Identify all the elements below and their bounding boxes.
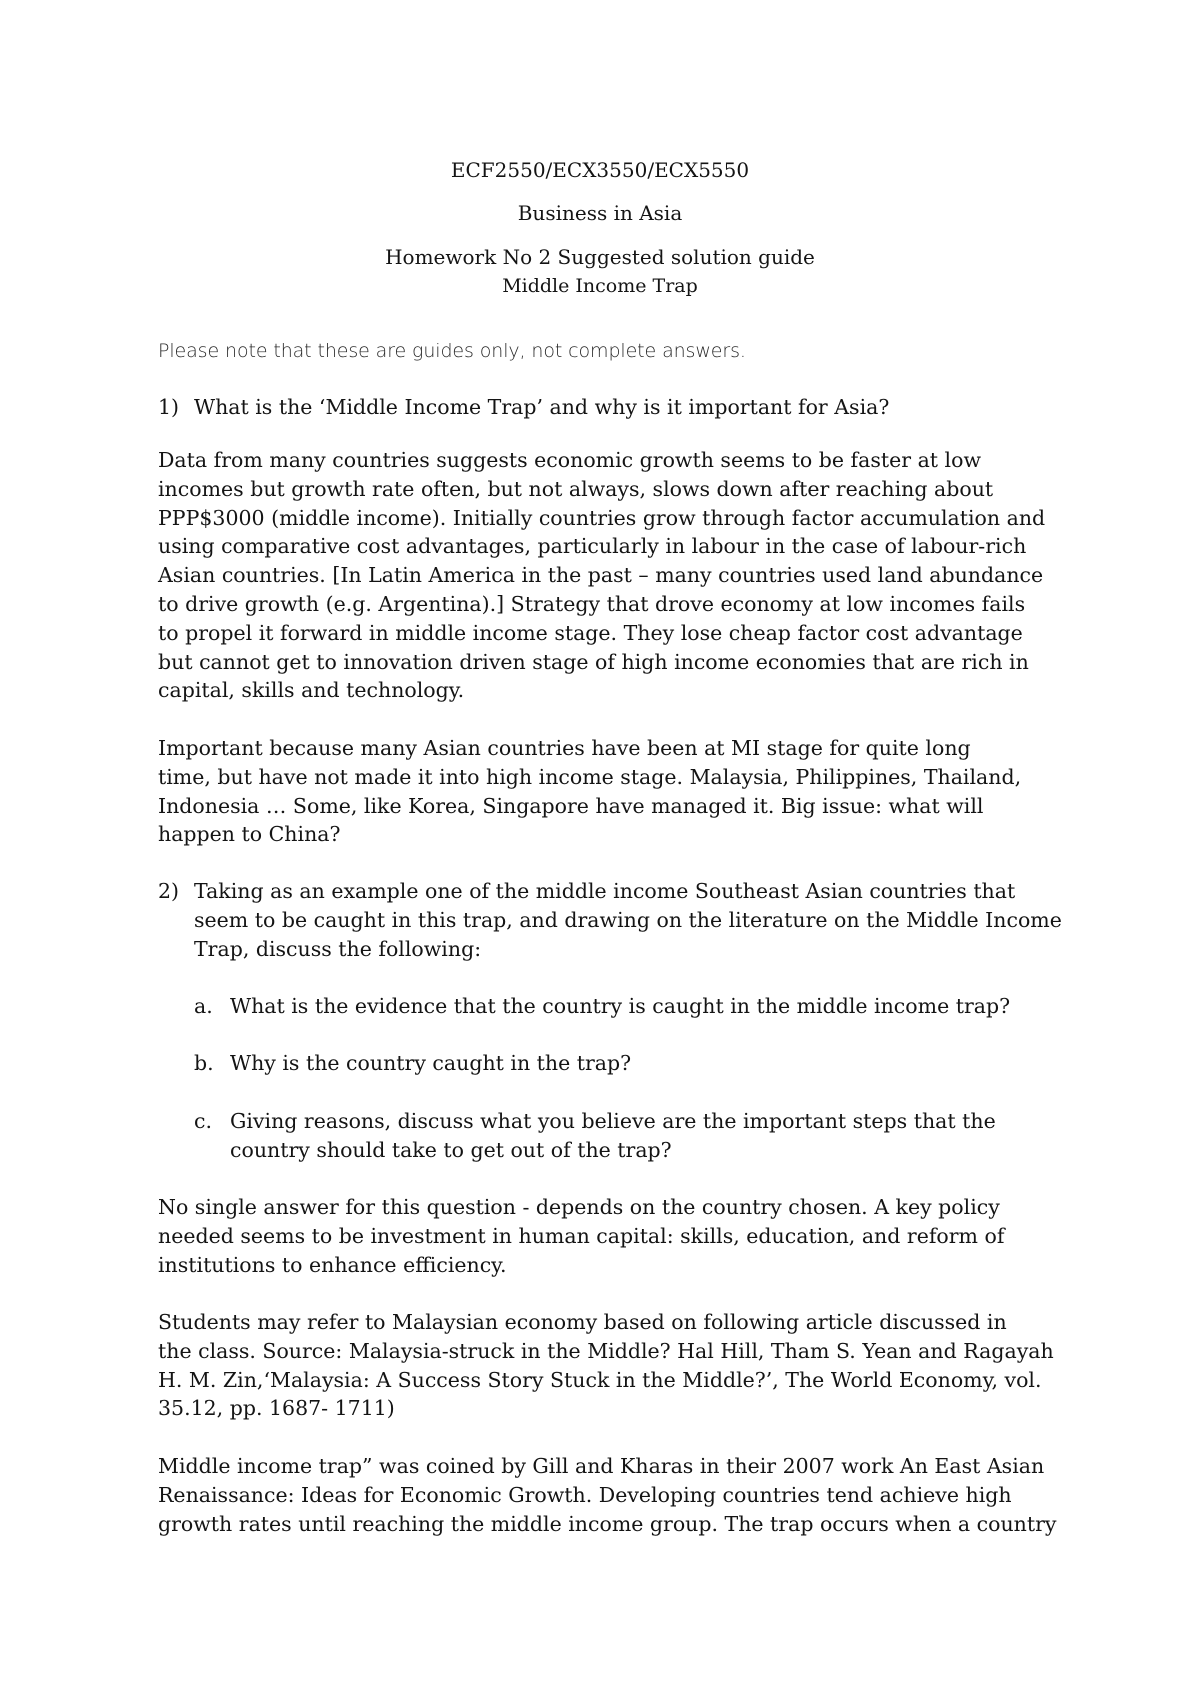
text-line: to drive growth (e.g. Argentina).] Strategy that drove economy at low incomes fails (158, 591, 1026, 616)
answer-1-paragraph-1 (158, 446, 1058, 705)
topic-title: Middle Income Trap (502, 275, 698, 297)
subquestion-letter: c. (194, 1109, 212, 1133)
text-line: growth rates until reaching the middle income group. The trap occurs when a country (158, 1511, 1057, 1536)
question-text: What is the ‘Middle Income Trap’ and why is it important for Asia? (194, 395, 890, 419)
text-line: Data from many countries suggests economic growth seems to be faster at low (158, 448, 981, 472)
text-line: No single answer for this question - depends on the country chosen. A key policy (158, 1195, 1000, 1219)
text-line: country should take to get out of the trap? (230, 1137, 672, 1162)
guide-note: Please note that these are guides only, not complete answers. (158, 340, 746, 362)
subquestion-text (230, 1049, 631, 1078)
course-codes: ECF2550/ECX3550/ECX5550 (450, 158, 750, 182)
text-line: Renaissance: Ideas for Economic Growth. Developing countries tend achieve high (158, 1482, 1012, 1507)
answer-2-paragraph-2 (158, 1308, 1058, 1423)
text-line: Important because many Asian countries have been at MI stage for quite long (158, 736, 971, 760)
text-line: happen to China? (158, 822, 341, 847)
text-line: PPP$3000 (middle income). Initially countries grow through factor accumulation and (158, 505, 1046, 530)
text-line: capital, skills and technology. (158, 678, 465, 703)
text-line: Trap, discuss the following: (194, 936, 482, 961)
text-line: time, but have not made it into high income stage. Malaysia, Philippines, Thailand, (158, 764, 1022, 789)
question-number: 1) (158, 395, 180, 419)
text-line: Asian countries. [In Latin America in the past – many countries used land abundance (158, 563, 1044, 588)
text-line: 35.12, pp. 1687- 1711) (158, 1396, 395, 1421)
text-line: Taking as an example one of the middle income Southeast Asian countries that (194, 879, 1016, 903)
text-line: institutions to enhance efficiency. (158, 1252, 507, 1277)
text-line: the class. Source: Malaysia-struck in the Middle? Hal Hill, Tham S. Yean and Ragayah (158, 1338, 1054, 1363)
text-line: incomes but growth rate often, but not always, slows down after reaching about (158, 476, 994, 501)
text-line: H. M. Zin,‘Malaysia: A Success Story Stuck in the Middle?’, The World Economy, vol. (158, 1367, 1042, 1392)
question-text (194, 877, 1062, 963)
text-line: using comparative cost advantages, particularly in labour in the case of labour-rich (158, 534, 1027, 559)
answer-1-paragraph-2 (158, 734, 1058, 849)
text-line: What is the evidence that the country is caught in the middle income trap? (230, 994, 1011, 1018)
text-line: Giving reasons, discuss what you believe are the important steps that the (230, 1109, 996, 1133)
text-line: Middle income trap” was coined by Gill and Kharas in their 2007 work An East Asian (158, 1454, 1045, 1478)
question-number: 2) (158, 879, 180, 903)
subquestion-text (230, 1107, 996, 1165)
text-line: needed seems to be investment in human capital: skills, education, and reform of (158, 1223, 1005, 1248)
homework-title: Homework No 2 Suggested solution guide (385, 245, 815, 269)
subquestion-letter: a. (194, 994, 213, 1018)
text-line: but cannot get to innovation driven stage of high income economies that are rich in (158, 649, 1029, 674)
text-line: seem to be caught in this trap, and drawing on the literature on the Middle Income (194, 907, 1062, 932)
text-line: to propel it forward in middle income stage. They lose cheap factor cost advantage (158, 620, 1023, 645)
subquestion-text (230, 992, 1010, 1021)
answer-2-paragraph-3 (158, 1452, 1058, 1538)
text-line: Indonesia … Some, like Korea, Singapore have managed it. Big issue: what will (158, 793, 984, 818)
subquestion-letter: b. (194, 1051, 214, 1075)
text-line: Students may refer to Malaysian economy based on following article discussed in (158, 1310, 1007, 1334)
course-title: Business in Asia (517, 201, 683, 225)
text-line: Why is the country caught in the trap? (230, 1051, 632, 1075)
answer-2-paragraph-1 (158, 1193, 1058, 1279)
